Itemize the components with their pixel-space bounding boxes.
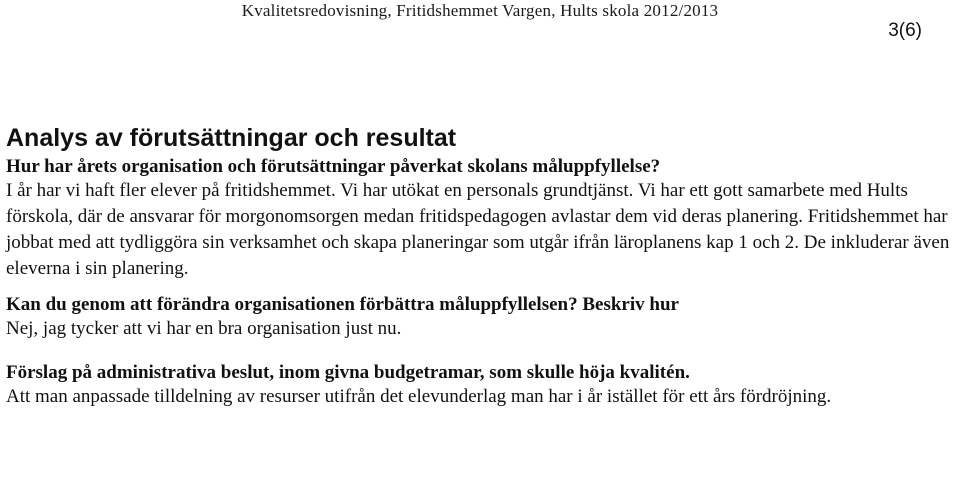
question-improve-organisation: Kan du genom att förändra organisationen förbättra måluppfyllelsen? Beskriv hur (6, 294, 679, 315)
section-heading: Analys av förutsättningar och resultat (6, 124, 457, 152)
question-administrative-proposals: Förslag på administrativa beslut, inom givna budgetramar, som skulle höja kvalitén. (6, 362, 690, 383)
document-header-title: Kvalitetsredovisning, Fritidshemmet Vargen, Hults skola 2012/2013 (241, 1, 719, 20)
page-number: 3(6) (888, 20, 922, 41)
answer-organisation: I år har vi haft fler elever på fritidshemmet. Vi har utökat en personals grundtjänst. Vi har ett gott samarbete med Hults förskola, där de ansvarar för morgonomsorgen medan fritidspedagogen avlastar dem vid deras planering. Fritidshemmet har jobbat med att tydliggöra sin verksamhet och skapa planeringar som utgår ifrån läroplanens kap 1 och 2. De inkluderar även eleverna i sin planering. (6, 180, 950, 279)
report-body (6, 120, 956, 410)
answer-administrative-proposals: Att man anpassade tilldelning av resurser utifrån det elevunderlag man har i år istället för ett års fördröjning. (6, 386, 832, 407)
spacer (6, 342, 956, 362)
spacer (6, 282, 956, 294)
question-organisation: Hur har årets organisation och förutsättningar påverkat skolans måluppfyllelse? (6, 156, 661, 177)
answer-improve-organisation: Nej, jag tycker att vi har en bra organisation just nu. (6, 318, 402, 339)
